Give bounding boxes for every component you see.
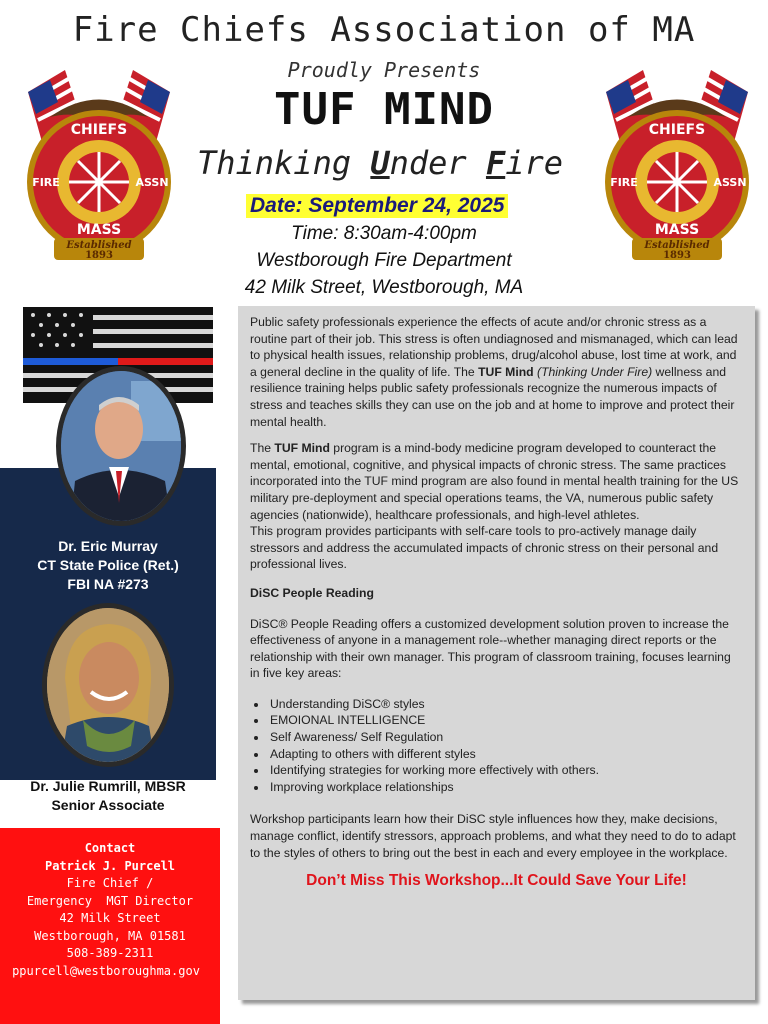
subtitle: [160, 144, 600, 182]
contact-name: Patrick J. Purcell: [44, 858, 176, 873]
contact-line: Fire Chief /: [66, 876, 154, 890]
subtitle-part: Thinking: [196, 144, 371, 182]
program-name: TUF Mind: [478, 364, 534, 379]
contact-box: [0, 828, 220, 1024]
intro-text: wellness and resilience training helps public safety professionals recognize the numerous impacts of stress and teaches skills they can use on the job and at home to improve and protect their mental health.: [250, 364, 735, 429]
call-to-action: Don’t Miss This Workshop...It Could Save Your Life!: [306, 872, 687, 890]
org-heading: Fire Chiefs Association of MA: [72, 10, 696, 50]
speaker-name: Dr. Julie Rumrill, MBSR: [30, 778, 186, 794]
tools-paragraph: This program provides participants with self-care tools to pro-actively manage daily stressors and address the accumulated impacts of chronic stress on their personal and professional lives.: [250, 524, 719, 572]
fire-chiefs-badge-logo: [20, 62, 178, 262]
description-panel: [238, 306, 755, 1000]
subtitle-initial-f: F: [485, 144, 506, 182]
badge-established: Established: [66, 240, 132, 251]
list-item: • Identifying strategies for working more effectively with others.: [268, 762, 743, 779]
speaker-card-julie-rumrill: [0, 777, 216, 815]
subtitle-initial-u: U: [370, 144, 390, 182]
subtitle-part: nder: [389, 144, 486, 182]
event-venue: Westborough Fire Department: [256, 250, 512, 271]
badge-year: 1893: [663, 250, 691, 261]
badge-top-text: CHIEFS: [648, 122, 706, 138]
list-item: • EMOIONAL INTELLIGENCE: [268, 712, 743, 729]
badge-right-text: ASSN: [713, 176, 747, 189]
speaker-credential: FBI NA #273: [67, 576, 149, 592]
list-item: • Self Awareness/ Self Regulation: [268, 729, 743, 746]
badge-top-text: CHIEFS: [70, 122, 128, 138]
speaker-title: Senior Associate: [51, 797, 165, 813]
intro-text: Public safety professionals experience the effects of acute and/or chronic stress as a routine part of their job. This stress is often undiagnosed and mismanaged, which can lead to physical health issues, relationship problems, drug/alcohol abuse, lost time at work, and a general decline in the quality of life. The: [250, 315, 738, 379]
disc-paragraph: DiSC® People Reading offers a customized development solution proven to increase the effectiveness of anyone in a management role--whether managing direct reports or the relationship with their own manager. This program of classroom training, focuses learning in five key areas:: [250, 616, 731, 681]
list-item: • Improving workplace relationships: [268, 779, 743, 796]
contact-address: 42 Milk Street: [59, 911, 161, 925]
section-title: DiSC People Reading: [250, 585, 374, 600]
contact-city: Westborough, MA 01581: [34, 928, 186, 943]
speaker-photo-julie-rumrill: [42, 603, 174, 767]
list-item: • Understanding DiSC® styles: [268, 696, 743, 713]
page-title: TUF MIND: [274, 84, 494, 135]
speaker-card-eric-murray: [0, 537, 216, 594]
closing-paragraph: Workshop participants learn how their DiSC style influences how they, make decisions, manage conflict, identify stressors, approach problems, and what they need to do to adapt to the styles of others to bring out the best in each and every employee in the workplace.: [250, 812, 736, 860]
badge-left-text: FIRE: [610, 176, 638, 189]
list-item: • Adapting to others with different styles: [268, 746, 743, 763]
event-time: Time: 8:30am-4:00pm: [291, 223, 477, 244]
badge-year: 1893: [85, 250, 113, 261]
badge-bottom-text: MASS: [76, 222, 122, 238]
contact-phone: 508-389-2311: [66, 946, 154, 960]
presents-line: Proudly Presents: [287, 58, 481, 82]
program-text: The: [250, 441, 275, 456]
speaker-title: CT State Police (Ret.): [37, 557, 179, 573]
event-date: Date: September 24, 2025: [246, 194, 508, 218]
subtitle-part: ire: [505, 144, 564, 182]
focus-list: [250, 696, 743, 796]
contact-heading: Contact: [84, 841, 136, 855]
program-text: program is a mind-body medicine program developed to counteract the mental, emotional, cognitive, and physical impacts of chronic stress. The same practices incorporated into the TUF mind program are also found in mental health training for the US military pre-deployment and special operations teams, the VA, numerous public safety agencies (nationwide), healthcare professionals, and high-level athletes.: [250, 441, 739, 522]
contact-line: Emergency MGT Director: [26, 893, 194, 908]
badge-bottom-text: MASS: [654, 222, 700, 238]
fire-chiefs-badge-logo: [598, 62, 756, 262]
program-expansion: (Thinking Under Fire): [533, 364, 653, 379]
event-address: 42 Milk Street, Westborough, MA: [244, 277, 524, 298]
speaker-photo-eric-murray: [56, 366, 186, 526]
badge-established: Established: [644, 240, 710, 251]
intro-paragraph: [250, 314, 743, 430]
speaker-name: Dr. Eric Murray: [58, 538, 158, 554]
program-name: TUF Mind: [274, 441, 330, 456]
badge-left-text: FIRE: [32, 176, 60, 189]
program-paragraph: [250, 440, 743, 523]
contact-email[interactable]: ppurcell@westboroughma.gov: [12, 963, 200, 978]
badge-right-text: ASSN: [135, 176, 169, 189]
